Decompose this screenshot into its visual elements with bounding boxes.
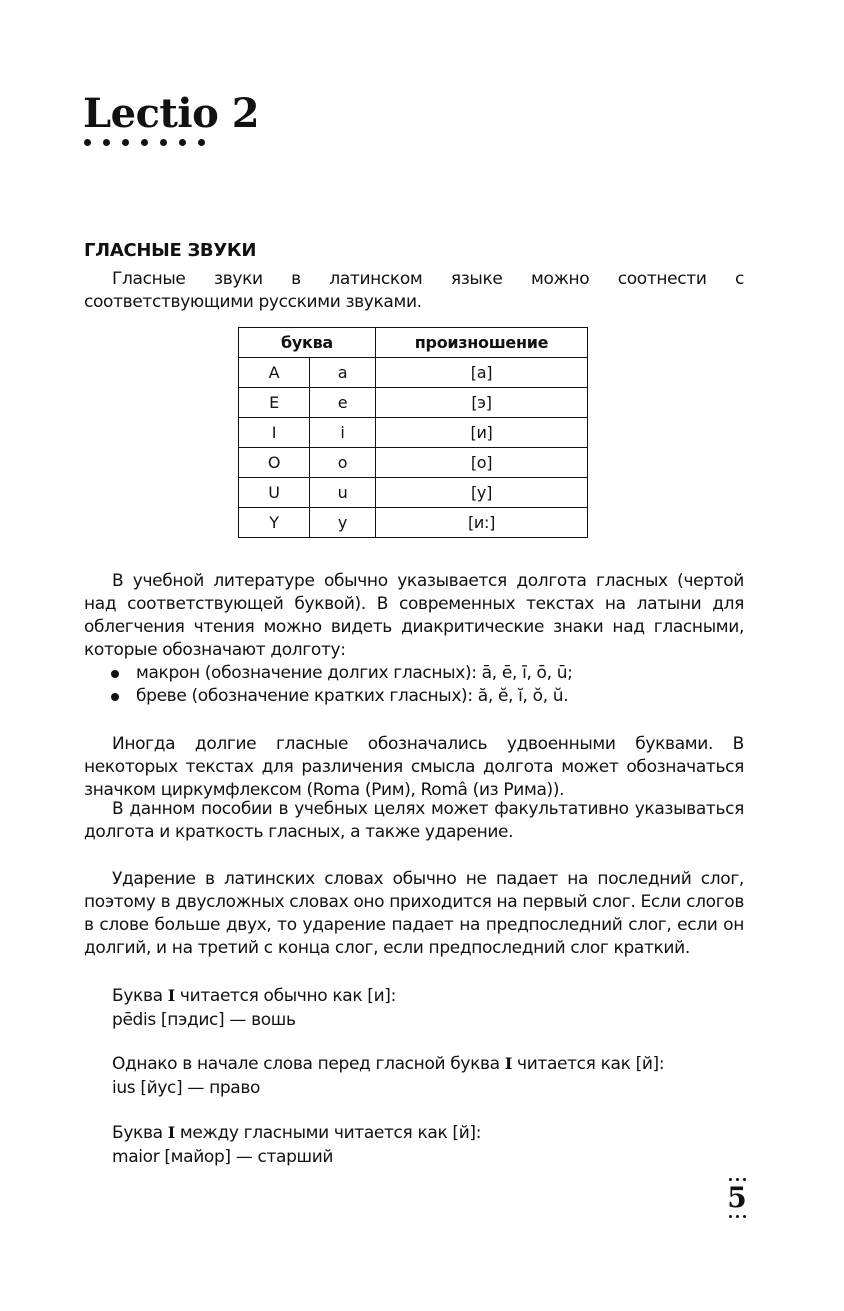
rule-line [112, 984, 396, 1008]
pronunciation: [и:] [376, 508, 588, 538]
pronunciation: [э] [376, 388, 588, 418]
example-block [112, 984, 396, 1032]
double-letters-paragraph: Иногда долгие гласные обозначались удвоенными буквами. В некоторых текстах для различения смысла долгота может обозначаться значком циркумфлексом (Roma (Рим), Româ (из Рима)). [84, 734, 744, 800]
example-word: pēdis [пэдис] — вошь [112, 1010, 296, 1030]
uppercase-letter: Y [239, 508, 310, 538]
uppercase-letter: A [239, 358, 310, 388]
list-item [108, 662, 573, 685]
pronunciation: [и] [376, 418, 588, 448]
uppercase-letter: O [239, 448, 310, 478]
rule-line [112, 1052, 664, 1076]
lowercase-letter: u [310, 478, 376, 508]
title-dot-divider [84, 139, 205, 146]
lowercase-letter: o [310, 448, 376, 478]
rule-text: читается обычно как [и]: [174, 986, 396, 1006]
lowercase-letter: e [310, 388, 376, 418]
uppercase-letter: E [239, 388, 310, 418]
table-row [239, 508, 588, 538]
table-row [239, 388, 588, 418]
pronunciation: [о] [376, 448, 588, 478]
table-row [239, 418, 588, 448]
page-number: 5 [727, 1181, 747, 1214]
section-heading: ГЛАСНЫЕ ЗВУКИ [84, 240, 257, 261]
example-block [112, 1052, 664, 1100]
lesson-title: Lectio 2 [83, 90, 260, 137]
list-item-text: бреве (обозначение кратких гласных): ă, ĕ, ĭ, ŏ, ŭ. [136, 686, 569, 706]
bullet-icon [111, 693, 119, 701]
lowercase-letter: a [310, 358, 376, 388]
stress-paragraph: Ударение в латинских словах обычно не падает на последний слог, поэтому в двусложных словах оно приходится на первый слог. Если слогов в слове больше двух, то ударение падает на предпоследний слог, если он долгий, и на третий с конца слог, если предпоследний слог краткий. [84, 869, 744, 958]
bullet-icon [111, 670, 119, 678]
lowercase-letter: i [310, 418, 376, 448]
intro-paragraph: Гласные звуки в латинском языке можно соотнести с соответствующими русскими звуками. [84, 269, 744, 312]
table-row [239, 358, 588, 388]
vowel-table [238, 327, 588, 538]
vowel-length-paragraph: В учебной литературе обычно указывается долгота гласных (чертой над соответствующей буквой). В современных текстах на латыни для облегчения чтения можно видеть диакритические знаки над гласными, которые обозначают долготу: [84, 571, 744, 660]
rule-text: читается как [й]: [511, 1054, 665, 1074]
rule-text: между гласными читается как [й]: [174, 1123, 482, 1143]
vowel-table-header [239, 328, 588, 358]
rule-text: Однако в начале слова перед гласной буква [112, 1054, 505, 1074]
pronunciation: [у] [376, 478, 588, 508]
example-block [112, 1121, 481, 1169]
rule-letter: I [504, 1054, 512, 1073]
uppercase-letter: U [239, 478, 310, 508]
page-number-dots [722, 1215, 752, 1218]
rule-line [112, 1121, 481, 1145]
pronunciation-column-header: произношение [376, 328, 588, 358]
pronunciation: [а] [376, 358, 588, 388]
table-row [239, 478, 588, 508]
rule-letter: I [167, 1123, 175, 1142]
uppercase-letter: I [239, 418, 310, 448]
example-word: maior [майор] — старший [112, 1147, 334, 1167]
letter-column-header: буква [239, 328, 376, 358]
page-number-block [722, 1178, 752, 1218]
list-item [108, 685, 573, 708]
example-word: ius [йус] — право [112, 1078, 261, 1098]
rule-letter: I [167, 986, 175, 1005]
rule-text: Буква [112, 986, 168, 1006]
rule-text: Буква [112, 1123, 168, 1143]
manual-note-paragraph: В данном пособии в учебных целях может факультативно указываться долгота и краткость гласных, а также ударение. [84, 799, 744, 842]
diacritics-list [108, 662, 573, 708]
lowercase-letter: y [310, 508, 376, 538]
table-row [239, 448, 588, 478]
list-item-text: макрон (обозначение долгих гласных): ā, ē, ī, ō, ū; [136, 663, 573, 683]
